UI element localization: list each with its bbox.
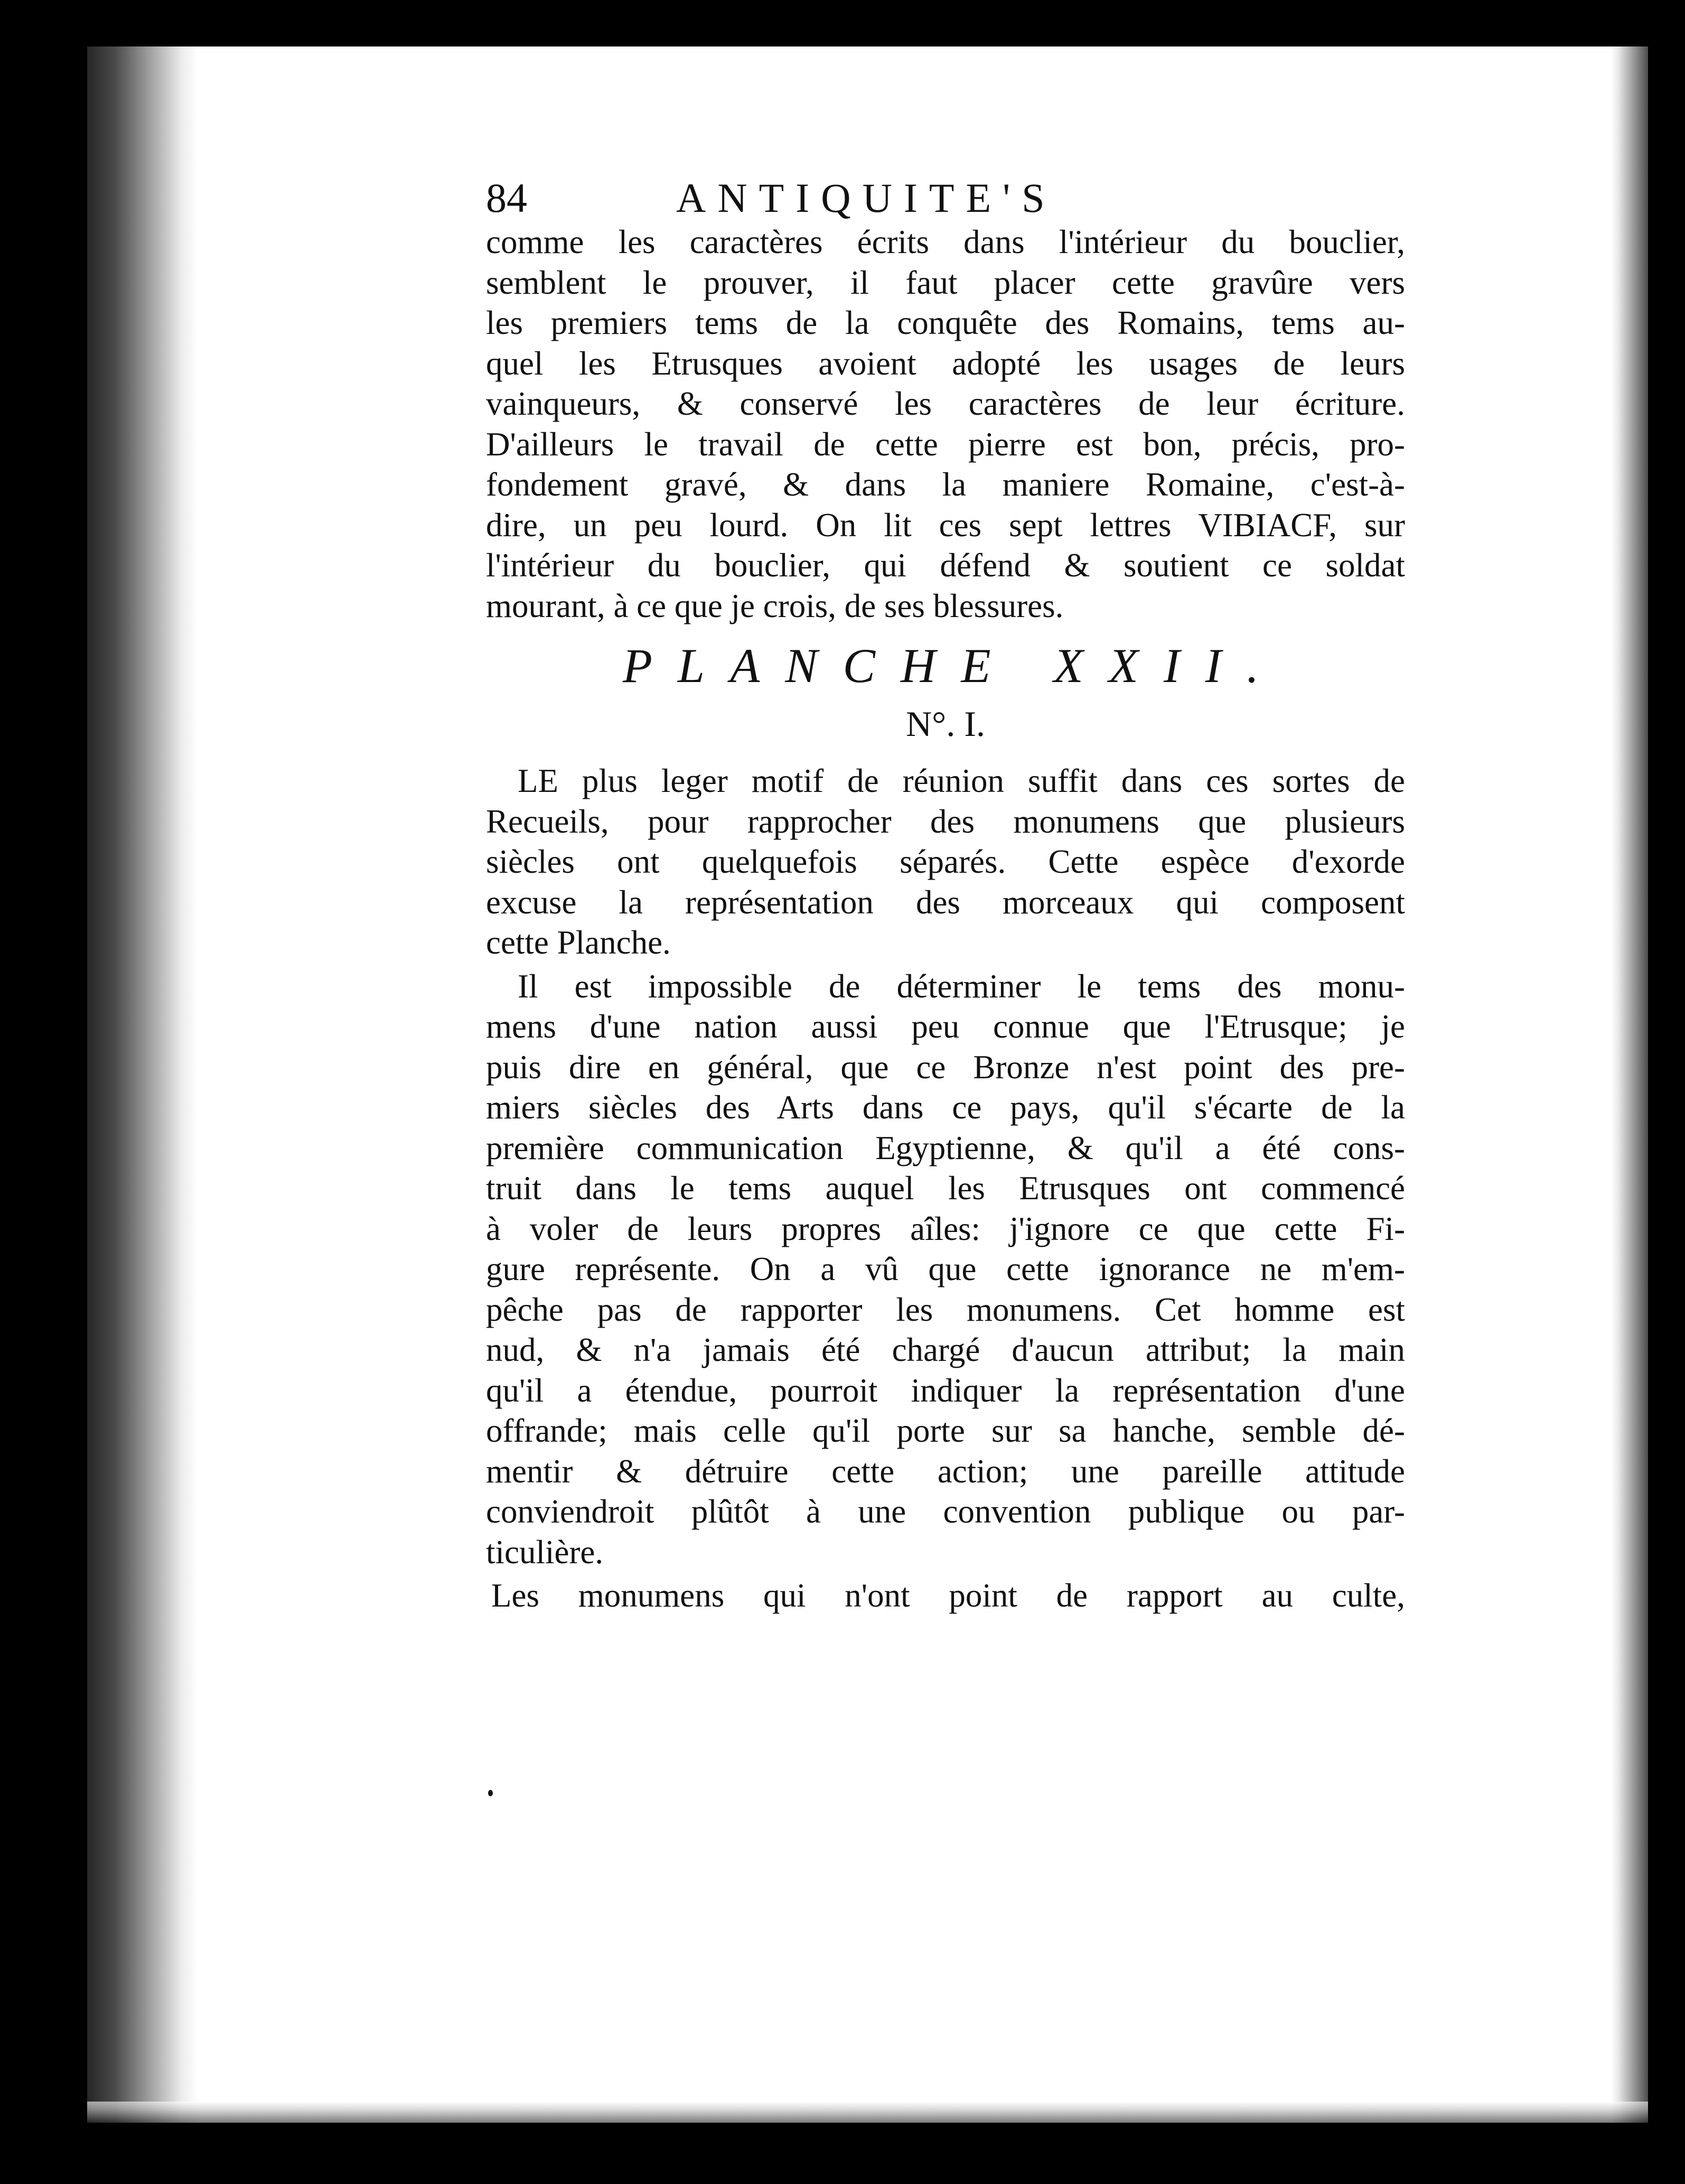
text-line: siècles ont quelquefois séparés. Cette espèce d'exorde — [486, 843, 1405, 880]
text-line: D'ailleurs le travail de cette pierre est bon, précis, pro- — [486, 425, 1405, 463]
binding-gutter-shadow — [87, 46, 198, 2123]
text-line: excuse la représentation des morceaux qui composent — [486, 883, 1405, 921]
plate-heading: PLANCHE XXII. — [622, 639, 1285, 693]
text-line: semblent le prouver, il faut placer cette gravûre vers — [486, 264, 1405, 301]
text-column — [486, 174, 1405, 1616]
text-line: comme les caractères écrits dans l'intérieur du bouclier, — [486, 223, 1405, 260]
text-line: cette Planche. — [486, 924, 671, 961]
text-line: miers siècles des Arts dans ce pays, qu'il s'écarte de la — [486, 1089, 1405, 1126]
text-line: gure représente. On a vû que cette ignorance ne m'em- — [486, 1250, 1405, 1287]
continued-paragraph — [486, 222, 1405, 626]
text-line: dire, un peu lourd. On lit ces sept lettres VIBIACF, sur — [486, 506, 1405, 544]
paragraph-3 — [486, 1575, 1405, 1616]
text-line: Recueils, pour rapprocher des monumens que plusieurs — [486, 802, 1405, 840]
text-line: les premiers tems de la conquête des Romains, tems au- — [486, 304, 1405, 341]
text-line: offrande; mais celle qu'il porte sur sa hanche, semble dé- — [486, 1412, 1405, 1449]
running-head — [486, 174, 1405, 222]
text-line: truit dans le tems auquel les Etrusques ont commencé — [486, 1170, 1405, 1207]
text-line: qu'il a étendue, pourroit indiquer la représentation d'une — [486, 1371, 1405, 1409]
running-title: ANTIQUITE'S — [676, 175, 1056, 221]
text-line: mourant, à ce que je crois, de ses blessures. — [486, 587, 1064, 624]
text-line: fondement gravé, & dans la maniere Romaine, c'est-à- — [486, 466, 1405, 503]
page-number: 84 — [486, 175, 527, 221]
text-line: mentir & détruire cette action; une pareille attitude — [486, 1452, 1405, 1490]
page-edge-shadow — [1611, 46, 1648, 2123]
text-line: puis dire en général, que ce Bronze n'est point des pre- — [486, 1048, 1405, 1086]
paragraph-1 — [486, 761, 1405, 963]
ink-speck — [488, 1790, 493, 1796]
text-line: Les monumens qui n'ont point de rapport au culte, — [491, 1577, 1405, 1614]
text-line: ticulière. — [486, 1533, 604, 1571]
text-line: LE plus leger motif de réunion suffit dans ces sortes de — [518, 762, 1405, 799]
text-line: nud, & n'a jamais été chargé d'aucun attribut; la main — [486, 1331, 1405, 1368]
text-line: Il est impossible de déterminer le tems des monu- — [518, 967, 1405, 1005]
text-line: première communication Egyptienne, & qu'il a été cons- — [486, 1129, 1405, 1166]
text-line: vainqueurs, & conservé les caractères de leur écriture. — [486, 385, 1405, 422]
text-line: quel les Etrusques avoient adopté les usages de leurs — [486, 344, 1405, 382]
number-heading: N°. I. — [906, 704, 985, 744]
text-line: l'intérieur du bouclier, qui défend & soutient ce soldat — [486, 547, 1405, 584]
paragraph-2 — [486, 966, 1405, 1573]
text-line: mens d'une nation aussi peu connue que l'Etrusque; je — [486, 1008, 1405, 1045]
text-line: pêche pas de rapporter les monumens. Cet homme est — [486, 1291, 1405, 1328]
text-line: à voler de leurs propres aîles: j'ignore ce que cette Fi- — [486, 1210, 1405, 1247]
text-line: conviendroit plûtôt à une convention publique ou par- — [486, 1493, 1405, 1530]
page-bottom-shadow — [87, 2102, 1648, 2123]
